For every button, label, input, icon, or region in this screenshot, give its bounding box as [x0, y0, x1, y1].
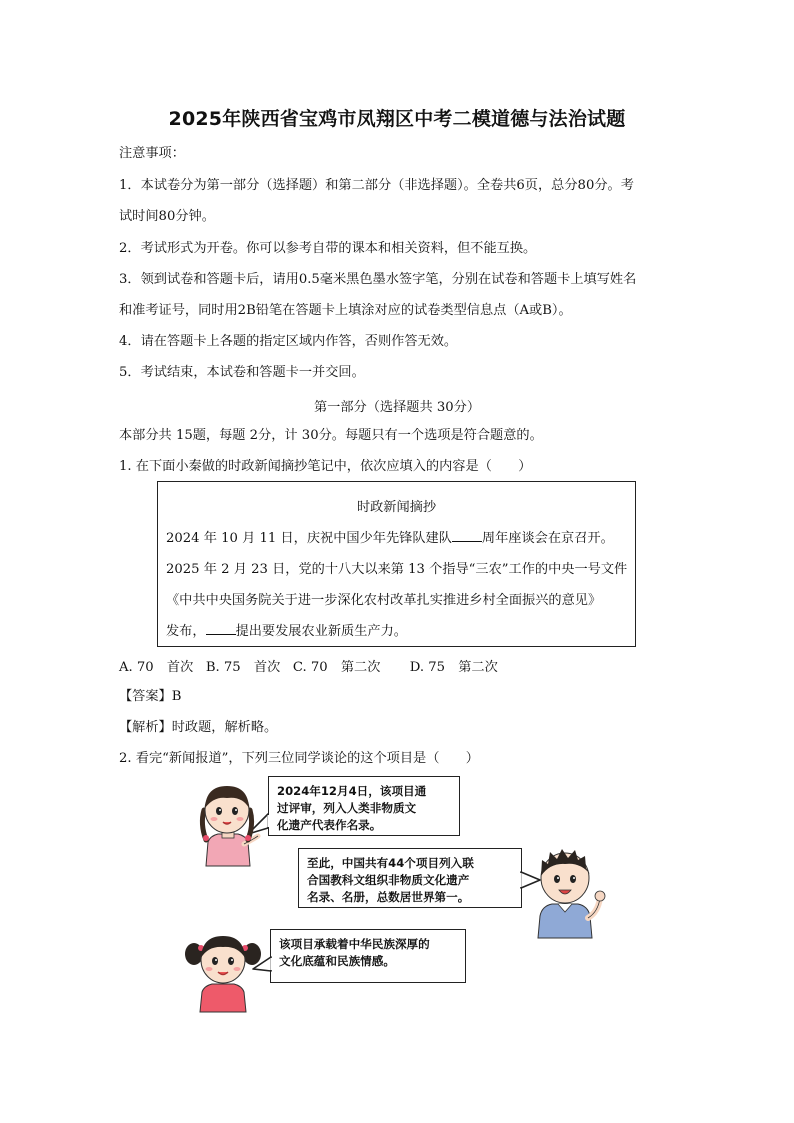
speech-bubble-1 — [268, 776, 460, 836]
question-2-stem: 2. 看完“新闻报道”，下列三位同学谈论的这个项目是（ ） — [119, 751, 479, 766]
news-line-4-part-b: 提出要发展农业新质生产力。 — [235, 624, 407, 639]
part1-heading: 第一部分（选择题共 30分） — [313, 400, 481, 415]
news-line-1-part-b: 周年座谈会在京召开。 — [481, 531, 614, 546]
bubble-1-line: 化遗产代表作名录。 — [277, 818, 382, 832]
notice-line: 和准考证号，同时用2B铅笔在答题卡上填涂对应的试卷类型信息点（A或B）。 — [119, 303, 572, 318]
news-line-4-part-a: 发布， — [166, 624, 206, 639]
answer-1: 【答案】B — [119, 689, 182, 704]
bubble-2-line: 名录、名册，总数居世界第一。 — [307, 890, 470, 904]
bubble-2-line: 至此，中国共有44个项目列入联 — [307, 856, 474, 870]
bubble-2-line: 合国教科文组织非物质文化遗产 — [307, 873, 470, 887]
analysis-1: 【解析】时政题，解析略。 — [119, 720, 278, 735]
question-1-options — [119, 656, 498, 675]
bubble-3-line: 文化底蕴和民族情感。 — [279, 954, 395, 968]
notice-line: 5．考试结束，本试卷和答题卡一并交回。 — [119, 365, 365, 380]
option-b: B. 75 首次 — [205, 660, 281, 675]
speech-bubble-2 — [298, 848, 522, 908]
bubble-3-line: 该项目承载着中华民族深厚的 — [279, 937, 430, 951]
news-box-title: 时政新闻摘抄 — [356, 500, 437, 515]
fill-blank-1 — [452, 529, 482, 542]
speech-bubble-3 — [270, 929, 466, 983]
option-d: D. 75 第二次 — [409, 660, 498, 675]
news-line-4 — [166, 620, 407, 639]
page-title: 2025年陕西省宝鸡市凤翔区中考二模道德与法治试题 — [168, 108, 626, 130]
news-line-2: 2025 年 2 月 23 日，党的十八大以来第 13 个指导“三农”工作的中央一号文件 — [166, 562, 628, 577]
notice-line: 试时间80分钟。 — [119, 209, 215, 224]
news-line-1-part-a: 2024 年 10 月 11 日，庆祝中国少年先锋队建队 — [166, 531, 452, 546]
news-line-1 — [166, 527, 614, 546]
notice-line: 4．请在答题卡上各题的指定区域内作答，否则作答无效。 — [119, 334, 458, 349]
bubble-1-line: 2024年12月4日，该项目通 — [277, 784, 427, 798]
boy-illustration — [530, 846, 616, 938]
part1-intro: 本部分共 15题，每题 2分，计 30分。每题只有一个选项是符合题意的。 — [119, 428, 543, 443]
notice-line: 3．领到试卷和答题卡后，请用0.5毫米黑色墨水签字笔，分别在试卷和答题卡上填写姓名 — [119, 272, 637, 287]
notice-line: 2．考试形式为开卷。你可以参考自带的课本和相关资料，但不能互换。 — [119, 241, 537, 256]
girl-with-braids-illustration — [194, 780, 266, 866]
news-excerpt-box — [157, 481, 636, 647]
fill-blank-2 — [206, 622, 236, 635]
question-1-stem: 1. 在下面小秦做的时政新闻摘抄笔记中，依次应填入的内容是（ ） — [119, 459, 532, 474]
option-c: C. 70 第二次 — [292, 660, 381, 675]
news-line-3: 《中共中央国务院关于进一步深化农村改革扎实推进乡村全面振兴的意见》 — [166, 593, 602, 608]
girl-with-pigtails-illustration — [184, 928, 264, 1012]
notice-heading: 注意事项： — [119, 146, 185, 161]
notice-line: 1．本试卷分为第一部分（选择题）和第二部分（非选择题）。全卷共6页，总分80分。考 — [119, 178, 634, 193]
bubble-1-line: 过评审，列入人类非物质文 — [277, 801, 417, 815]
option-a: A. 70 首次 — [119, 660, 194, 675]
